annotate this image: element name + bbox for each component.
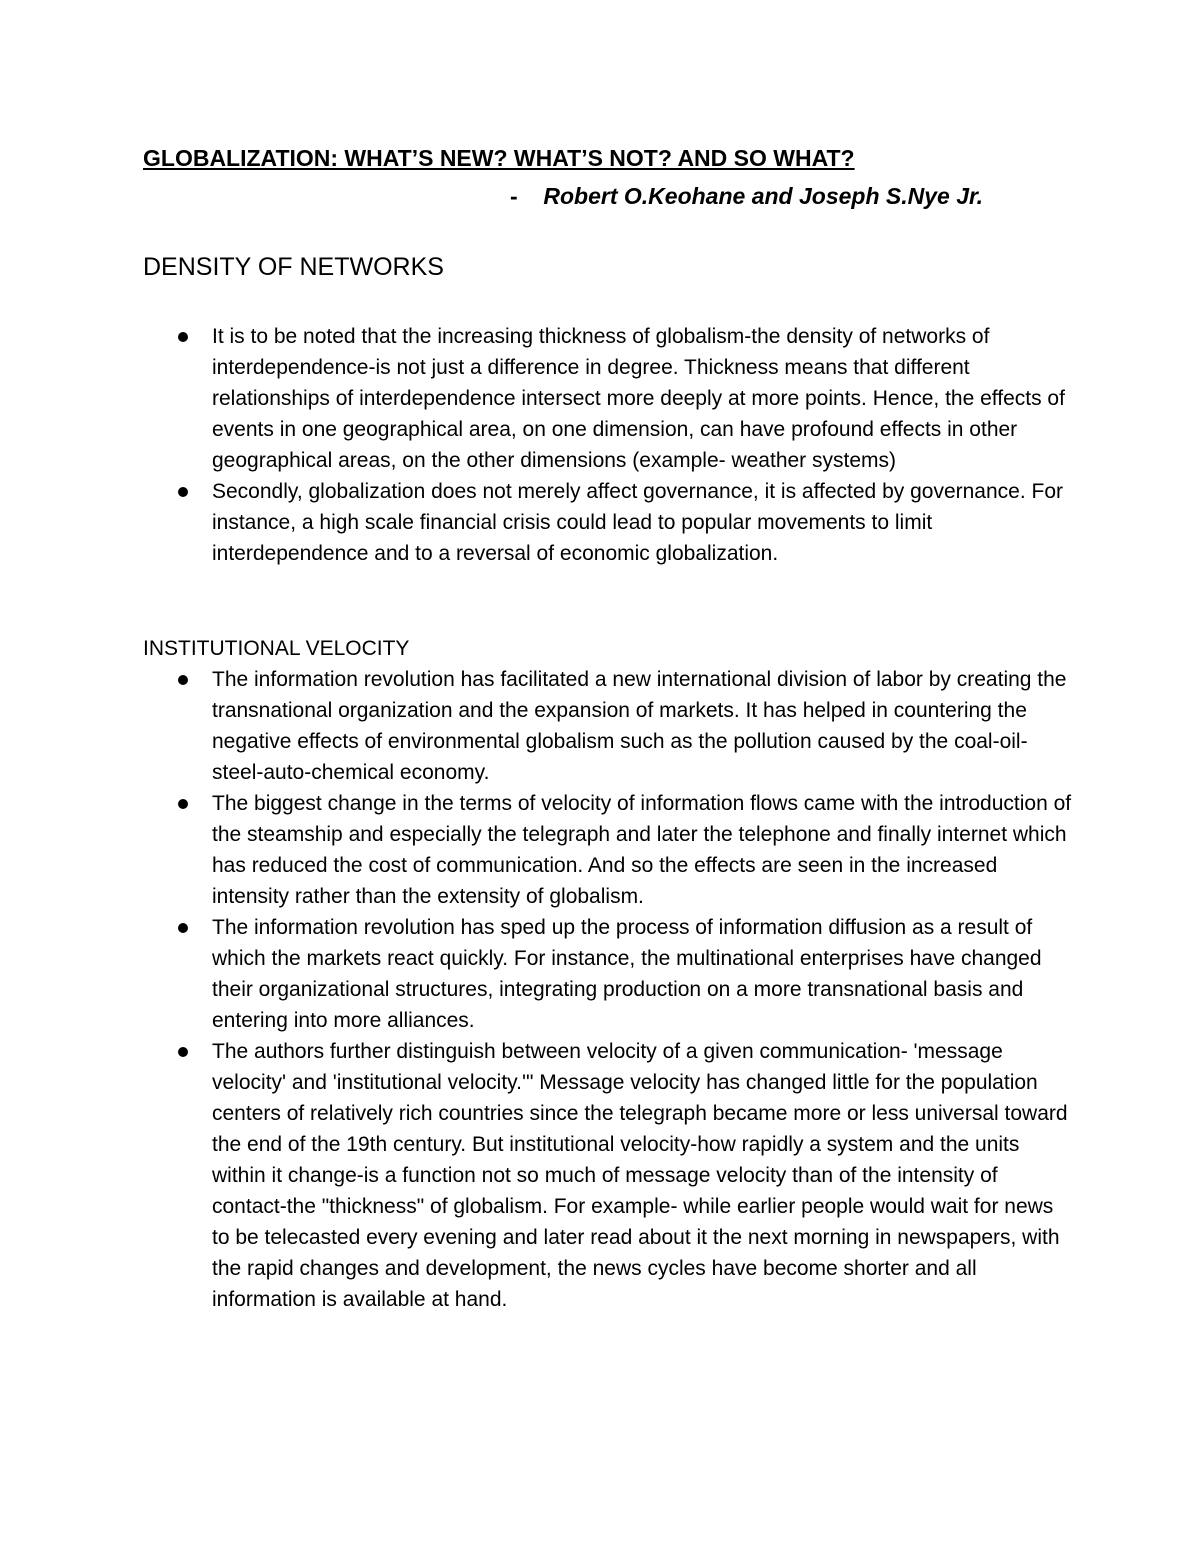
velocity-bullet-list: [175, 664, 1075, 1315]
density-bullet-list: [175, 321, 1075, 569]
bullet-icon: [178, 1047, 188, 1057]
bullet-text: The information revolution has facilitated a new international division of labor by creating the transnational organization and the expansion of markets. It has helped in countering the negative effects of environmental globalism such as the pollution caused by the coal-oil-steel-auto-chemical economy.: [212, 668, 1067, 784]
bullet-icon: [178, 675, 188, 685]
author-byline: [510, 180, 983, 212]
byline-authors: Robert O.Keohane and Joseph S.Nye Jr.: [543, 183, 984, 209]
bullet-icon: [178, 487, 188, 497]
bullet-icon: [178, 799, 188, 809]
bullet-text: It is to be noted that the increasing thickness of globalism-the density of networks of interdependence-is not just a difference in degree. Thickness means that different relationships of interdependence intersect more deeply at more points. Hence, the effects of events in one geographical area, on one dimension, can have profound effects in other geographical areas, on the other dimensions (example- weather systems): [212, 325, 1065, 472]
list-item: [175, 664, 1075, 788]
section-heading-density: DENSITY OF NETWORKS: [143, 253, 444, 281]
byline-dash: -: [510, 183, 518, 209]
bullet-text: The authors further distinguish between velocity of a given communication- 'message velocity' and 'institutional velocity.'" Message velocity has changed little for the population centers of relatively rich countries since the telegraph became more or less universal toward the end of the 19th century. But institutional velocity-how rapidly a system and the units within it change-is a function not so much of message velocity than of the intensity of contact-the "thickness" of globalism. For example- while earlier people would wait for news to be telecasted every evening and later read about it the next morning in newspapers, with the rapid changes and development, the news cycles have become shorter and all information is available at hand.: [212, 1040, 1068, 1311]
list-item: [175, 321, 1075, 476]
list-item: [175, 476, 1075, 569]
bullet-text: Secondly, globalization does not merely affect governance, it is affected by governance. For instance, a high scale financial crisis could lead to popular movements to limit interdependence and to a reversal of economic globalization.: [212, 480, 1064, 565]
section-heading-velocity: INSTITUTIONAL VELOCITY: [143, 637, 410, 660]
bullet-text: The information revolution has sped up the process of information diffusion as a result of which the markets react quickly. For instance, the multinational enterprises have changed their organizational structures, integrating production on a more transnational basis and entering into more alliances.: [212, 916, 1042, 1032]
bullet-icon: [178, 332, 188, 342]
list-item: [175, 788, 1075, 912]
list-item: [175, 1036, 1075, 1315]
bullet-icon: [178, 923, 188, 933]
bullet-text: The biggest change in the terms of velocity of information flows came with the introduction of the steamship and especially the telegraph and later the telephone and finally internet which has reduced the cost of communication. And so the effects are seen in the increased intensity rather than the extensity of globalism.: [212, 792, 1072, 908]
document-title: GLOBALIZATION: WHAT’S NEW? WHAT’S NOT? AND SO WHAT?: [143, 145, 855, 171]
list-item: [175, 912, 1075, 1036]
